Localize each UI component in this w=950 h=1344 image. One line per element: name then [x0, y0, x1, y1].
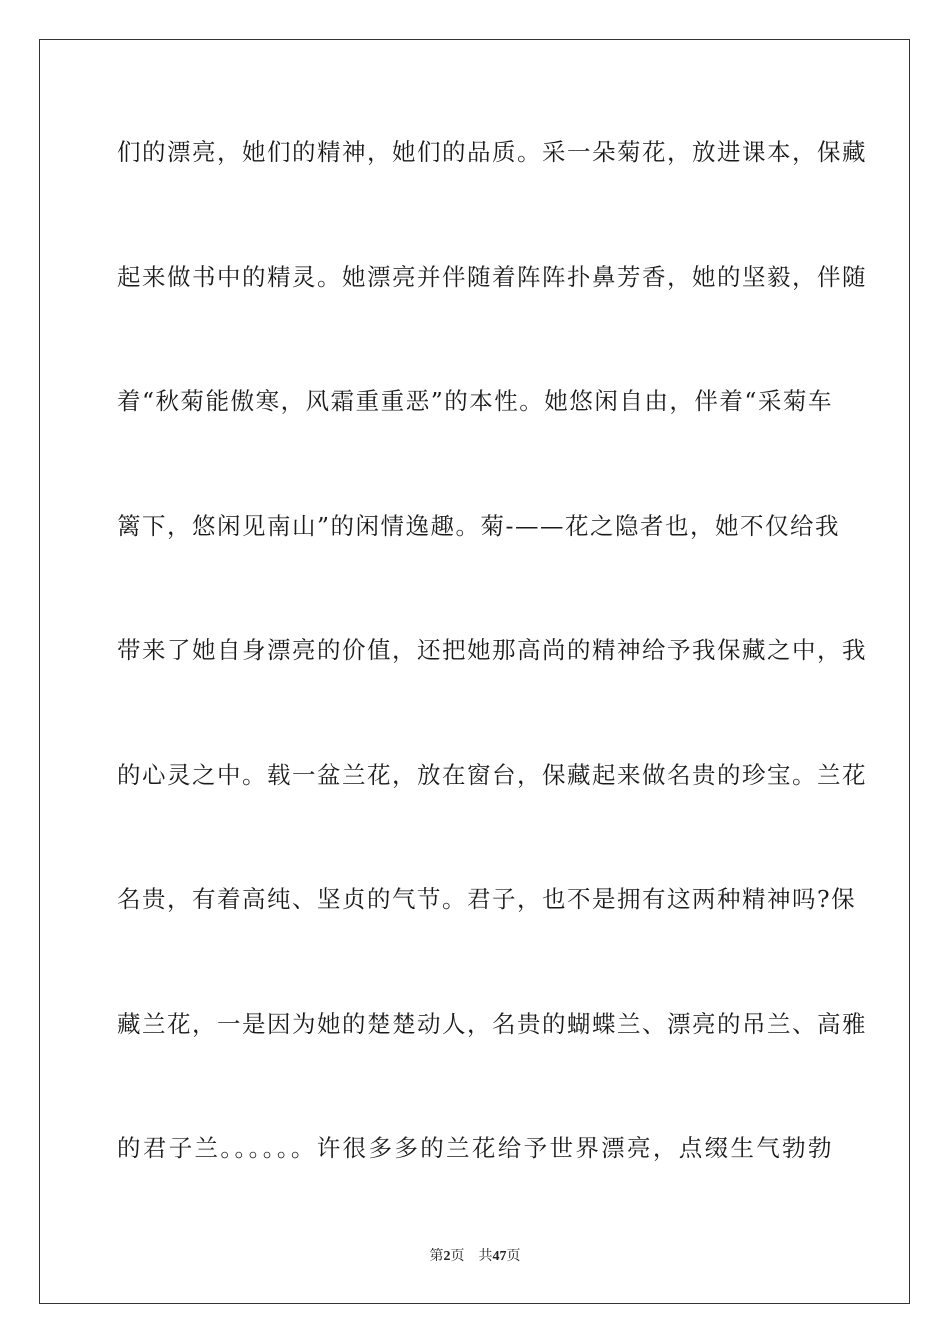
page-number: 2	[443, 1249, 451, 1264]
text-line: 的心灵之中。载一盆兰花，放在窗台，保藏起来做名贵的珍宝。兰花	[117, 760, 867, 789]
total-pages: 47	[492, 1249, 507, 1264]
body-text	[117, 130, 867, 1251]
total-prefix: 共	[478, 1248, 493, 1264]
text-line: 起来做书中的精灵。她漂亮并伴随着阵阵扑鼻芳香，她的坚毅，伴随	[117, 262, 867, 291]
text-line: 藏兰花，一是因为她的楚楚动人，名贵的蝴蝶兰、漂亮的吊兰、高雅	[117, 1009, 867, 1038]
text-line: 带来了她自身漂亮的价值，还把她那高尚的精神给予我保藏之中，我	[117, 636, 867, 664]
total-suffix: 页	[506, 1248, 521, 1264]
text-line: 名贵，有着高纯、坚贞的气节。君子，也不是拥有这两种精神吗?保	[117, 885, 857, 913]
text-line: 篱下，悠闲见南山”的闲情逸趣。菊-——花之隐者也，她不仅给我	[117, 511, 840, 540]
page-prefix: 第	[429, 1248, 444, 1264]
text-line: 们的漂亮，她们的精神，她们的品质。采一朵菊花，放进课本，保藏	[117, 138, 867, 166]
text-line: 的君子兰。。。。。。许很多多的兰花给予世界漂亮，点缀生气勃勃	[117, 1134, 833, 1162]
page-suffix: 页	[450, 1248, 465, 1264]
text-line: 着“秋菊能傲寒，风霜重重恶”的本性。她悠闲自由，伴着“采菊车	[117, 387, 833, 415]
page-footer	[0, 1246, 950, 1267]
